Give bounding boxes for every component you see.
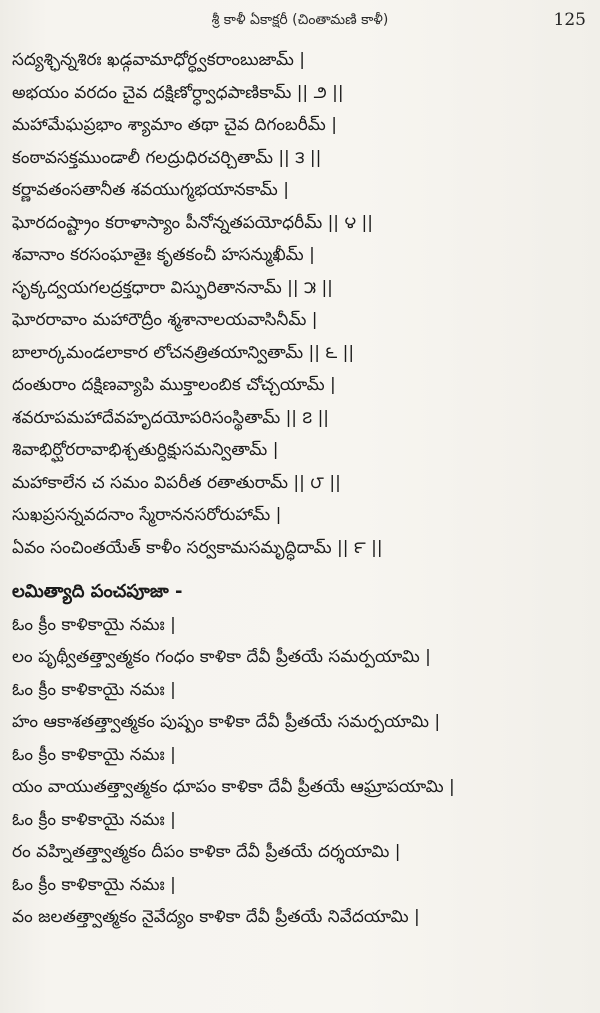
puja-line: ఓం క్రీం కాళికాయై నమః | [12,874,176,895]
verse-line: ఘోరరావాం మహారౌద్రీం శ్మశానాలయవాసినీమ్ | [12,310,318,330]
puja-line: రం వహ్నితత్త్వాత్మకం దీపం కాళికా దేవీ ప్రీతయే దర్శయామి | [12,842,401,862]
verse-line: సృక్కద్వయగలద్రక్తధారా విస్ఫురితాననామ్ || ౫ || [12,277,333,298]
verse-line: ఏవం సంచింతయేత్ కాళీం సర్వకామసమృద్ధిదామ్ || ౯ || [12,537,383,558]
verse-line: మహాకాలేన చ సమం విపరీత రతాతురామ్ || ౮ || [12,472,341,493]
verse-line: శివాభిర్ఘోరరావాభిశ్చతుర్దిక్షుసమన్వితామ్ | [12,440,279,460]
puja-line: ఓం క్రీం కాళికాయై నమః | [12,809,176,830]
verse-line: సద్యశ్ఛిన్నశిరః ఖడ్గవామాధోర్ధ్వకరాంబుజామ్ | [12,50,305,70]
header-title: శ్రీ కాళీ ఏకాక్షరీ (చింతామణి కాళీ) [211,12,389,28]
verse-line: దంతురాం దక్షిణవ్యాపి ముక్తాలంబిక చోచ్చయామ్ | [12,375,336,395]
verse-line: అభయం వరదం చైవ దక్షిణోర్ధ్వాధపాణికామ్ || ౨ || [12,82,344,103]
puja-line: హం ఆకాశతత్త్వాత్మకం పుష్పం కాళికా దేవీ ప్రీతయే సమర్పయామి | [12,712,441,732]
puja-line: లం పృథ్వీతత్త్వాత్మకం గంధం కాళికా దేవీ ప్రీతయే సమర్పయామి | [12,647,431,667]
verse-line: శవరూపమహాదేవహృదయోపరిసంస్థితామ్ || ౭ || [12,407,330,428]
puja-line: వం జలతత్త్వాత్మకం నైవేద్యం కాళికా దేవీ ప్రీతయే నివేదయామి | [12,907,420,927]
verse-line: మహామేఘప్రభాం శ్యామాం తథా చైవ దిగంబరీమ్ | [12,115,337,135]
verse-line: కర్ణావతంసతానీత శవయుగ్మభయానకామ్ | [12,180,289,200]
verse-line: కంఠావసక్తముండాలీ గలద్రుధిరచర్చితామ్ || ౩ || [12,147,322,168]
page-number: 125 [553,10,586,30]
verse-line: ఘోరదంష్ట్రాం కరాళాస్యాం పీనోన్నతపయోధరీమ్ || ౪ || [12,212,373,233]
puja-line: యం వాయుతత్త్వాత్మకం ధూపం కాళికా దేవీ ప్రీతయే ఆఘ్రాపయామి | [12,777,455,797]
verse-line: బాలార్కమండలాకార లోచనత్రితయాన్వితామ్ || ౬ || [12,342,355,363]
running-header [0,10,600,36]
puja-line: ఓం క్రీం కాళికాయై నమః | [12,679,176,700]
puja-line: ఓం క్రీం కాళికాయై నమః | [12,744,176,765]
verse-line: సుఖప్రసన్నవదనాం స్మేరాననసరోరుహామ్ | [12,505,282,525]
verse-line: శవానాం కరసంఘాతైః కృతకంచీ హసన్ముఖీమ్ | [12,245,315,265]
text-body [12,44,592,934]
section-heading: లమిత్యాది పంచపూజా - [12,581,183,602]
puja-line: ఓం క్రీం కాళికాయై నమః | [12,614,176,635]
